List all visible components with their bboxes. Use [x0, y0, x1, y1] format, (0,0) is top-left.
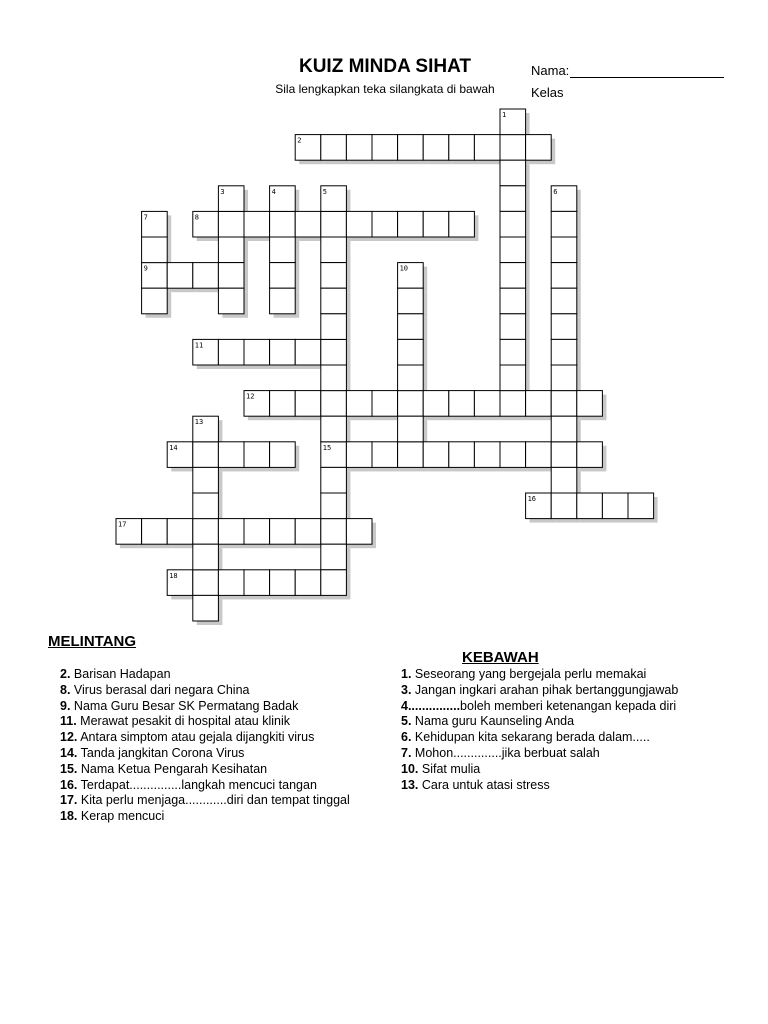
grid-cell[interactable] [449, 211, 475, 237]
grid-cell[interactable] [500, 263, 526, 289]
page-subtitle: Sila lengkapkan teka silangkata di bawah [275, 82, 495, 96]
clue-text: Jangan ingkari arahan pihak bertanggungjawab [414, 682, 679, 697]
grid-cell[interactable] [167, 519, 193, 545]
clue-number: 9. [60, 698, 71, 713]
cell-number: 6 [553, 187, 558, 196]
cell-number: 15 [322, 443, 332, 452]
clue-item [401, 699, 678, 715]
grid-cell[interactable] [321, 391, 347, 417]
grid-cell[interactable] [551, 416, 577, 442]
clue-number: 3. [401, 682, 412, 697]
clue-item [60, 778, 350, 794]
down-heading: KEBAWAH [462, 649, 539, 666]
grid-cell[interactable] [551, 493, 577, 519]
clue-number: 15. [60, 761, 78, 776]
grid-cell[interactable] [551, 288, 577, 314]
clue-text: Seseorang yang bergejala perlu memakai [414, 667, 647, 681]
grid-cell[interactable] [398, 391, 424, 417]
grid-cell[interactable] [193, 570, 219, 596]
grid-cell[interactable] [551, 442, 577, 468]
grid-cell[interactable] [142, 288, 168, 314]
grid-cell[interactable] [602, 493, 628, 519]
clue-item [401, 746, 678, 762]
clue-number: 17. [60, 793, 78, 808]
cell-number: 18 [169, 571, 178, 580]
clue-item [60, 683, 350, 699]
grid-cell[interactable] [270, 288, 296, 314]
grid-cell[interactable] [295, 519, 321, 545]
grid-cell[interactable] [295, 339, 321, 365]
grid-cell[interactable] [551, 391, 577, 417]
grid-cell[interactable] [295, 391, 321, 417]
clue-text: Nama guru Kaunseling Anda [414, 714, 575, 729]
grid-cell[interactable] [167, 263, 193, 289]
grid-cell[interactable] [423, 211, 449, 237]
grid-cell[interactable] [474, 442, 500, 468]
clue-number: 7. [401, 745, 412, 760]
grid-cell[interactable] [321, 493, 347, 519]
grid-cell[interactable] [270, 519, 296, 545]
clue-text: Virus berasal dari negara China [73, 682, 250, 697]
grid-cell[interactable] [193, 519, 219, 545]
cell-number: 5 [322, 187, 328, 196]
grid-cell[interactable] [321, 365, 347, 391]
grid-cell[interactable] [321, 467, 347, 493]
grid-cell[interactable] [551, 211, 577, 237]
across-heading: MELINTANG [48, 633, 137, 650]
cell-number: 17 [118, 520, 127, 529]
grid-cell[interactable] [372, 135, 398, 161]
grid-cell[interactable] [244, 442, 270, 468]
grid-cell[interactable] [321, 519, 347, 545]
grid-cell[interactable] [321, 339, 347, 365]
down-clue-list [401, 667, 678, 793]
grid-cell[interactable] [398, 339, 424, 365]
grid-cell[interactable] [449, 442, 475, 468]
grid-cell[interactable] [270, 211, 296, 237]
grid-cell[interactable] [551, 237, 577, 263]
clue-number: 1. [401, 667, 412, 681]
clue-number: 5. [401, 714, 412, 729]
cell-number: 7 [143, 213, 148, 222]
grid-cell[interactable] [449, 135, 475, 161]
clue-item [60, 699, 350, 715]
clue-text: Antara simptom atau gejala dijangkiti virus [80, 730, 315, 745]
grid-cell[interactable] [218, 211, 244, 237]
grid-cell[interactable] [398, 442, 424, 468]
grid-cell[interactable] [372, 211, 398, 237]
clue-number: 14. [60, 745, 78, 760]
clue-item [60, 746, 350, 762]
grid-cell[interactable] [270, 339, 296, 365]
grid-cell[interactable] [500, 237, 526, 263]
cell-number: 11 [194, 341, 204, 350]
clue-text: Barisan Hadapan [73, 667, 171, 681]
grid-cell[interactable] [500, 135, 526, 161]
grid-cell[interactable] [500, 160, 526, 186]
clue-item [401, 730, 678, 746]
grid-cell[interactable] [244, 519, 270, 545]
cell-number: 13 [194, 418, 204, 427]
grid-cell[interactable] [398, 135, 424, 161]
clue-text: Nama Guru Besar SK Permatang Badak [73, 698, 299, 713]
clue-number: 12. [60, 730, 78, 745]
cell-number: 16 [527, 495, 537, 503]
clue-number: 6. [401, 730, 412, 745]
grid-cell[interactable] [500, 339, 526, 365]
grid-cell[interactable] [346, 442, 372, 468]
page-title: KUIZ MINDA SIHAT [298, 56, 472, 77]
grid-cell[interactable] [474, 135, 500, 161]
clue-item [60, 667, 350, 683]
name-label: Nama: [531, 63, 570, 78]
clue-blank: ............... [407, 698, 461, 713]
grid-cell[interactable] [577, 493, 603, 519]
grid-cell[interactable] [346, 519, 372, 545]
grid-cell[interactable] [295, 570, 321, 596]
cell-number: 14 [169, 443, 178, 452]
grid-cell[interactable] [321, 288, 347, 314]
grid-cell[interactable] [193, 595, 219, 621]
grid-cell[interactable] [321, 135, 347, 161]
grid-cell[interactable] [218, 442, 244, 468]
grid-cell[interactable] [244, 211, 270, 237]
clue-number: 13. [401, 777, 419, 792]
clue-text: Cara untuk atasi stress [421, 777, 550, 792]
clue-text: Mohon..............jika berbuat salah [414, 745, 600, 760]
grid-cell[interactable] [500, 211, 526, 237]
grid-cell[interactable] [142, 519, 168, 545]
grid-cell[interactable] [193, 544, 219, 570]
grid-cell[interactable] [398, 365, 424, 391]
grid-cell[interactable] [270, 442, 296, 468]
clue-item [60, 793, 350, 809]
grid-cell[interactable] [526, 135, 552, 161]
grid-cell[interactable] [346, 211, 372, 237]
clue-text: Tanda jangkitan Corona Virus [80, 745, 245, 760]
grid-cell[interactable] [346, 135, 372, 161]
grid-cell[interactable] [628, 493, 654, 519]
clue-number: 4 [401, 698, 408, 713]
grid-cell[interactable] [321, 416, 347, 442]
grid-cell[interactable] [551, 365, 577, 391]
clue-text: Terdapat...............langkah mencuci tangan [80, 777, 317, 792]
clue-text: Kehidupan kita sekarang berada dalam..... [414, 730, 650, 745]
grid-cell[interactable] [423, 391, 449, 417]
grid-cell[interactable] [270, 570, 296, 596]
grid-cell[interactable] [193, 442, 219, 468]
grid-cell[interactable] [500, 365, 526, 391]
clue-item [401, 683, 678, 699]
grid-cell[interactable] [193, 493, 219, 519]
grid-cell[interactable] [270, 391, 296, 417]
grid-cell[interactable] [551, 467, 577, 493]
clue-item [60, 762, 350, 778]
class-label: Kelas [531, 85, 564, 100]
clue-item [60, 714, 350, 730]
grid-cell[interactable] [244, 339, 270, 365]
grid-cell[interactable] [218, 339, 244, 365]
grid-cell[interactable] [372, 442, 398, 468]
clue-text: Sifat mulia [421, 761, 481, 776]
grid-cell[interactable] [321, 211, 347, 237]
clue-text: Merawat pesakit di hospital atau klinik [80, 714, 290, 729]
grid-cell[interactable] [449, 391, 475, 417]
grid-cell[interactable] [321, 263, 347, 289]
grid-cell[interactable] [193, 467, 219, 493]
grid-cell[interactable] [321, 314, 347, 340]
grid-cell[interactable] [321, 544, 347, 570]
clue-item [60, 730, 350, 746]
grid-cell[interactable] [321, 570, 347, 596]
clue-item [401, 667, 678, 683]
clue-number: 16. [60, 777, 78, 792]
cell-number: 8 [194, 213, 200, 222]
grid-cell[interactable] [398, 211, 424, 237]
clue-number: 2. [60, 667, 71, 681]
across-clue-list [60, 667, 350, 825]
cell-number: 9 [143, 264, 148, 273]
grid-cell[interactable] [193, 263, 219, 289]
cell-number: 12 [246, 392, 255, 401]
grid-cell[interactable] [474, 391, 500, 417]
grid-cell[interactable] [551, 263, 577, 289]
grid-cell[interactable] [295, 211, 321, 237]
clue-item [401, 714, 678, 730]
grid-cell[interactable] [218, 288, 244, 314]
grid-cell[interactable] [218, 237, 244, 263]
clue-text: Kerap mencuci [80, 809, 165, 824]
grid-cell[interactable] [270, 237, 296, 263]
grid-cell[interactable] [321, 237, 347, 263]
grid-cell[interactable] [500, 186, 526, 212]
clue-item [401, 762, 678, 778]
grid-cell[interactable] [577, 442, 603, 468]
clue-text: Kita perlu menjaga............diri dan tempat tinggal [80, 793, 350, 808]
grid-cell[interactable] [500, 391, 526, 417]
grid-cell[interactable] [218, 519, 244, 545]
clue-number: 18. [60, 809, 78, 824]
clue-item [60, 809, 350, 825]
grid-cell[interactable] [551, 314, 577, 340]
grid-cell[interactable] [577, 391, 603, 417]
grid-cell[interactable] [398, 314, 424, 340]
cell-number: 3 [220, 187, 225, 196]
grid-cell[interactable] [500, 442, 526, 468]
cell-number: 2 [297, 136, 302, 145]
grid-cell[interactable] [346, 391, 372, 417]
clue-item [401, 778, 678, 794]
grid-cell[interactable] [423, 442, 449, 468]
grid-cell[interactable] [218, 263, 244, 289]
cell-number: 10 [399, 264, 409, 273]
grid-cell[interactable] [218, 570, 244, 596]
grid-cell[interactable] [372, 391, 398, 417]
grid-cell[interactable] [526, 391, 552, 417]
grid-cell[interactable] [244, 570, 270, 596]
grid-cell[interactable] [398, 288, 424, 314]
clue-number: 10. [401, 761, 419, 776]
grid-cell[interactable] [142, 237, 168, 263]
clue-number: 8. [60, 682, 71, 697]
clue-text: boleh memberi ketenangan kepada diri [460, 698, 677, 713]
cell-number: 1 [502, 111, 507, 119]
cell-number: 4 [271, 187, 276, 196]
grid-cell[interactable] [500, 314, 526, 340]
grid-cell[interactable] [270, 263, 296, 289]
clue-text: Nama Ketua Pengarah Kesihatan [80, 761, 268, 776]
grid-cell[interactable] [526, 442, 552, 468]
clue-number: 11. [60, 714, 77, 729]
grid-cell[interactable] [500, 288, 526, 314]
grid-cell[interactable] [423, 135, 449, 161]
grid-cell[interactable] [398, 416, 424, 442]
grid-cell[interactable] [551, 339, 577, 365]
